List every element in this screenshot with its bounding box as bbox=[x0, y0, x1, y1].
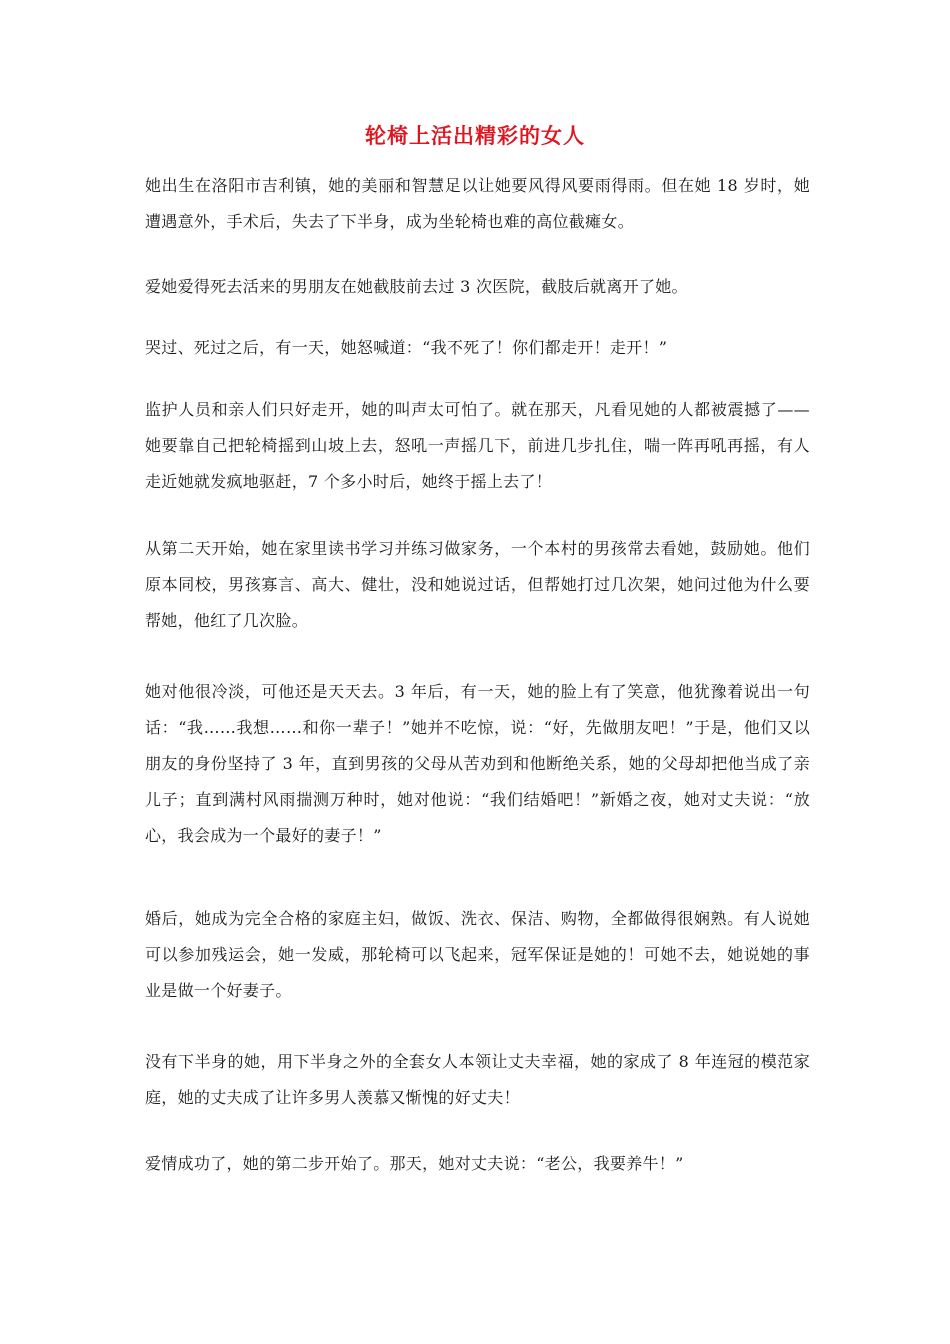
paragraph-4: 监护人员和亲人们只好走开，她的叫声太可怕了。就在那天，凡看见她的人都被震撼了——她要靠自己把轮椅摇到山坡上去，怒吼一声摇几下，前进几步扎住，喘一阵再吼再摇，有人走近她就发疯地驱赶，7 个多小时后，她终于摇上去了！ bbox=[145, 400, 810, 491]
paragraph-2: 爱她爱得死去活来的男朋友在她截肢前去过 3 次医院，截肢后就离开了她。 bbox=[145, 277, 688, 296]
document-title: 轮椅上活出精彩的女人 bbox=[365, 123, 585, 148]
paragraph-9: 爱情成功了，她的第二步开始了。那天，她对丈夫说：“老公，我要养牛！” bbox=[145, 1154, 684, 1173]
paragraph-1: 她出生在洛阳市吉利镇，她的美丽和智慧足以让她要风得风要雨得雨。但在她 18 岁时，她遭遇意外，手术后，失去了下半身，成为坐轮椅也难的高位截瘫女。 bbox=[145, 176, 810, 231]
paragraph-8: 没有下半身的她，用下半身之外的全套女人本领让丈夫幸福，她的家成了 8 年连冠的模范家庭，她的丈夫成了让许多男人羡慕又惭愧的好丈夫！ bbox=[145, 1052, 810, 1107]
paragraph-6: 她对他很冷淡，可他还是天天去。3 年后，有一天，她的脸上有了笑意，他犹豫着说出一句话：“我……我想……和你一辈子！”她并不吃惊，说：“好，先做朋友吧！”于是，他们又以朋友的身份坚持了 3 年，直到男孩的父母从苦劝到和他断绝关系，她的父母却把他当成了亲儿子；直到满村风雨揣测万种时，她对他说：“我们结婚吧！”新婚之夜，她对丈夫说：“放心，我会成为一个最好的妻子！” bbox=[145, 682, 810, 845]
paragraph-5: 从第二天开始，她在家里读书学习并练习做家务，一个本村的男孩常去看她，鼓励她。他们原本同校，男孩寡言、高大、健壮，没和她说过话，但帮她打过几次架，她问过他为什么要帮她，他红了几次脸。 bbox=[145, 539, 810, 630]
paragraph-3: 哭过、死过之后，有一天，她怒喊道：“我不死了！你们都走开！走开！” bbox=[145, 338, 668, 357]
paragraph-7: 婚后，她成为完全合格的家庭主妇，做饭、洗衣、保洁、购物，全都做得很娴熟。有人说她可以参加残运会，她一发威，那轮椅可以飞起来，冠军保证是她的！可她不去，她说她的事业是做一个好妻子。 bbox=[145, 909, 810, 1000]
